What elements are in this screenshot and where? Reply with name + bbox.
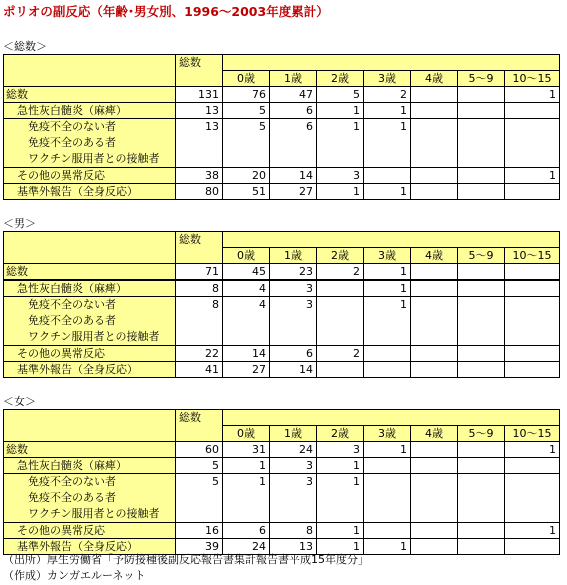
row-label-other: その他の異常反応: [4, 168, 176, 184]
value-cell: [505, 458, 560, 474]
subcategory-label: 免疫不全のない者: [28, 120, 116, 133]
table-row: [4, 346, 560, 362]
header-blank: [223, 410, 560, 426]
value-cell: 13: [270, 539, 317, 555]
value-cell: 2: [364, 87, 411, 103]
header-age: 1歳: [270, 71, 317, 87]
value-cell: [411, 442, 458, 458]
value-cell: 6: [270, 103, 317, 119]
value-cell: 1: [505, 442, 560, 458]
subcategory-label: 免疫不全のある者: [28, 136, 116, 149]
subcategory-label: ワクチン服用者との接触者: [28, 330, 160, 343]
value-cell: 8: [176, 280, 223, 297]
header-total: 総数: [176, 410, 223, 426]
value-cell: [458, 442, 505, 458]
header-corner: [4, 410, 176, 426]
value-cell: [317, 297, 364, 346]
value-cell: 1: [364, 103, 411, 119]
row-label-other: その他の異常反応: [4, 346, 176, 362]
table-row: [4, 362, 560, 378]
data-table: [3, 231, 560, 378]
value-cell: [505, 539, 560, 555]
value-cell: [458, 458, 505, 474]
section-label: ＜女＞: [3, 395, 36, 408]
header-age: 2歳: [317, 71, 364, 87]
subcategory-label: 免疫不全のない者: [28, 475, 116, 488]
value-cell: [505, 264, 560, 281]
row-label-subcategories: [4, 119, 176, 168]
value-cell: [317, 280, 364, 297]
value-cell: 1: [223, 474, 270, 523]
value-cell: 1: [317, 184, 364, 200]
value-cell: 41: [176, 362, 223, 378]
header-age: 4歳: [411, 71, 458, 87]
table-row: [4, 264, 560, 281]
value-cell: 1: [364, 539, 411, 555]
section-label: ＜男＞: [3, 217, 36, 230]
header-age: 5～9: [458, 71, 505, 87]
value-cell: 13: [176, 119, 223, 168]
value-cell: [411, 87, 458, 103]
page-title: ポリオの副反応（年齢･男女別、1996～2003年度累計）: [3, 4, 329, 19]
row-label-polio: 急性灰白髄炎（麻痺）: [4, 280, 176, 297]
table-row: [4, 523, 560, 539]
value-cell: [505, 346, 560, 362]
header-total-cont: [176, 426, 223, 442]
header-age: 10～15: [505, 426, 560, 442]
value-cell: 1: [317, 523, 364, 539]
header-corner: [4, 55, 176, 71]
table-row: [4, 87, 560, 103]
header-age: 3歳: [364, 426, 411, 442]
value-cell: [364, 474, 411, 523]
value-cell: [411, 168, 458, 184]
header-age: 0歳: [223, 426, 270, 442]
value-cell: 131: [176, 87, 223, 103]
value-cell: [411, 523, 458, 539]
value-cell: [458, 264, 505, 281]
value-cell: 24: [223, 539, 270, 555]
value-cell: [364, 458, 411, 474]
value-cell: [411, 280, 458, 297]
value-cell: [317, 362, 364, 378]
value-cell: 8: [270, 523, 317, 539]
value-cell: 47: [270, 87, 317, 103]
header-age: 10～15: [505, 71, 560, 87]
value-cell: [505, 474, 560, 523]
value-cell: 23: [270, 264, 317, 281]
value-cell: 24: [270, 442, 317, 458]
value-cell: [458, 297, 505, 346]
header-row: [4, 55, 560, 71]
value-cell: 5: [176, 474, 223, 523]
header-age: 3歳: [364, 248, 411, 264]
data-table: [3, 409, 560, 555]
header-blank: [223, 232, 560, 248]
value-cell: [411, 297, 458, 346]
header-age: 0歳: [223, 71, 270, 87]
header-age: 4歳: [411, 426, 458, 442]
value-cell: [411, 184, 458, 200]
value-cell: 5: [223, 103, 270, 119]
value-cell: 71: [176, 264, 223, 281]
row-label-polio: 急性灰白髄炎（麻痺）: [4, 458, 176, 474]
value-cell: 14: [270, 362, 317, 378]
value-cell: 1: [364, 297, 411, 346]
header-age: 5～9: [458, 426, 505, 442]
value-cell: [364, 523, 411, 539]
row-label-outside: 基準外報告（全身反応）: [4, 539, 176, 555]
value-cell: [364, 346, 411, 362]
header-total-cont: [176, 248, 223, 264]
table-row: [4, 184, 560, 200]
header-corner: [4, 71, 176, 87]
header-age: 3歳: [364, 71, 411, 87]
value-cell: 1: [505, 168, 560, 184]
row-label-total: 総数: [4, 87, 176, 103]
table-row: [4, 119, 560, 168]
subcategory-label: 免疫不全のある者: [28, 314, 116, 327]
table-row: [4, 168, 560, 184]
header-row: [4, 71, 560, 87]
value-cell: 3: [270, 474, 317, 523]
value-cell: 1: [317, 103, 364, 119]
value-cell: 6: [270, 119, 317, 168]
author-note: （作成）カンガエルーネット: [3, 569, 146, 582]
value-cell: 1: [364, 280, 411, 297]
value-cell: 27: [270, 184, 317, 200]
value-cell: [458, 119, 505, 168]
value-cell: [505, 280, 560, 297]
section-label: ＜総数＞: [3, 40, 47, 53]
value-cell: 1: [364, 119, 411, 168]
header-corner: [4, 426, 176, 442]
subcategory-label: ワクチン服用者との接触者: [28, 152, 160, 165]
subcategory-label: 免疫不全のある者: [28, 491, 116, 504]
table-row: [4, 280, 560, 297]
value-cell: 3: [317, 168, 364, 184]
header-age: 0歳: [223, 248, 270, 264]
value-cell: 1: [223, 458, 270, 474]
value-cell: 3: [270, 458, 317, 474]
row-label-total: 総数: [4, 442, 176, 458]
table-row: [4, 103, 560, 119]
value-cell: 1: [505, 87, 560, 103]
value-cell: 14: [270, 168, 317, 184]
value-cell: [505, 297, 560, 346]
row-label-outside: 基準外報告（全身反応）: [4, 184, 176, 200]
value-cell: [458, 474, 505, 523]
value-cell: 4: [223, 297, 270, 346]
value-cell: [458, 168, 505, 184]
source-note: （出所）厚生労働省「予防接種後副反応報告書集計報告書平成15年度分」: [3, 553, 369, 566]
row-label-polio: 急性灰白髄炎（麻痺）: [4, 103, 176, 119]
header-age: 4歳: [411, 248, 458, 264]
header-age: 2歳: [317, 248, 364, 264]
value-cell: 38: [176, 168, 223, 184]
value-cell: 2: [317, 264, 364, 281]
value-cell: 16: [176, 523, 223, 539]
row-label-subcategories: [4, 297, 176, 346]
value-cell: 4: [223, 280, 270, 297]
value-cell: 22: [176, 346, 223, 362]
header-row: [4, 232, 560, 248]
header-total-cont: [176, 71, 223, 87]
row-label-total: 総数: [4, 264, 176, 281]
value-cell: [411, 264, 458, 281]
value-cell: [411, 119, 458, 168]
header-age: 1歳: [270, 248, 317, 264]
table-row: [4, 297, 560, 346]
value-cell: [458, 523, 505, 539]
value-cell: 6: [223, 523, 270, 539]
value-cell: 8: [176, 297, 223, 346]
header-age: 1歳: [270, 426, 317, 442]
value-cell: [458, 87, 505, 103]
value-cell: 3: [317, 442, 364, 458]
header-age: 2歳: [317, 426, 364, 442]
value-cell: 1: [317, 119, 364, 168]
value-cell: 27: [223, 362, 270, 378]
value-cell: 1: [364, 264, 411, 281]
table-row: [4, 442, 560, 458]
header-row: [4, 410, 560, 426]
header-row: [4, 426, 560, 442]
row-label-other: その他の異常反応: [4, 523, 176, 539]
header-age: 10～15: [505, 248, 560, 264]
value-cell: 1: [317, 539, 364, 555]
value-cell: [458, 103, 505, 119]
value-cell: 80: [176, 184, 223, 200]
value-cell: 6: [270, 346, 317, 362]
value-cell: [364, 168, 411, 184]
value-cell: 2: [317, 346, 364, 362]
value-cell: 20: [223, 168, 270, 184]
value-cell: 1: [364, 184, 411, 200]
value-cell: [458, 346, 505, 362]
value-cell: [505, 184, 560, 200]
value-cell: 3: [270, 297, 317, 346]
value-cell: 14: [223, 346, 270, 362]
value-cell: 3: [270, 280, 317, 297]
header-total: 総数: [176, 232, 223, 248]
value-cell: 1: [317, 458, 364, 474]
row-label-outside: 基準外報告（全身反応）: [4, 362, 176, 378]
value-cell: [411, 103, 458, 119]
value-cell: 76: [223, 87, 270, 103]
value-cell: 39: [176, 539, 223, 555]
value-cell: [458, 539, 505, 555]
value-cell: [458, 184, 505, 200]
value-cell: 31: [223, 442, 270, 458]
value-cell: 1: [364, 442, 411, 458]
header-row: [4, 248, 560, 264]
header-corner: [4, 232, 176, 248]
value-cell: [411, 362, 458, 378]
subcategory-label: ワクチン服用者との接触者: [28, 507, 160, 520]
value-cell: 5: [223, 119, 270, 168]
subcategory-label: 免疫不全のない者: [28, 298, 116, 311]
row-label-subcategories: [4, 474, 176, 523]
header-blank: [223, 55, 560, 71]
value-cell: [411, 474, 458, 523]
value-cell: [411, 458, 458, 474]
value-cell: [505, 119, 560, 168]
table-row: [4, 474, 560, 523]
value-cell: [411, 346, 458, 362]
value-cell: 5: [317, 87, 364, 103]
value-cell: 13: [176, 103, 223, 119]
value-cell: 45: [223, 264, 270, 281]
value-cell: [364, 362, 411, 378]
value-cell: 1: [317, 474, 364, 523]
value-cell: [505, 103, 560, 119]
data-table: [3, 54, 560, 200]
value-cell: [505, 362, 560, 378]
table-row: [4, 458, 560, 474]
value-cell: [458, 362, 505, 378]
header-age: 5～9: [458, 248, 505, 264]
value-cell: 1: [505, 523, 560, 539]
header-corner: [4, 248, 176, 264]
value-cell: [458, 280, 505, 297]
value-cell: 51: [223, 184, 270, 200]
value-cell: [411, 539, 458, 555]
value-cell: 60: [176, 442, 223, 458]
header-total: 総数: [176, 55, 223, 71]
value-cell: 5: [176, 458, 223, 474]
